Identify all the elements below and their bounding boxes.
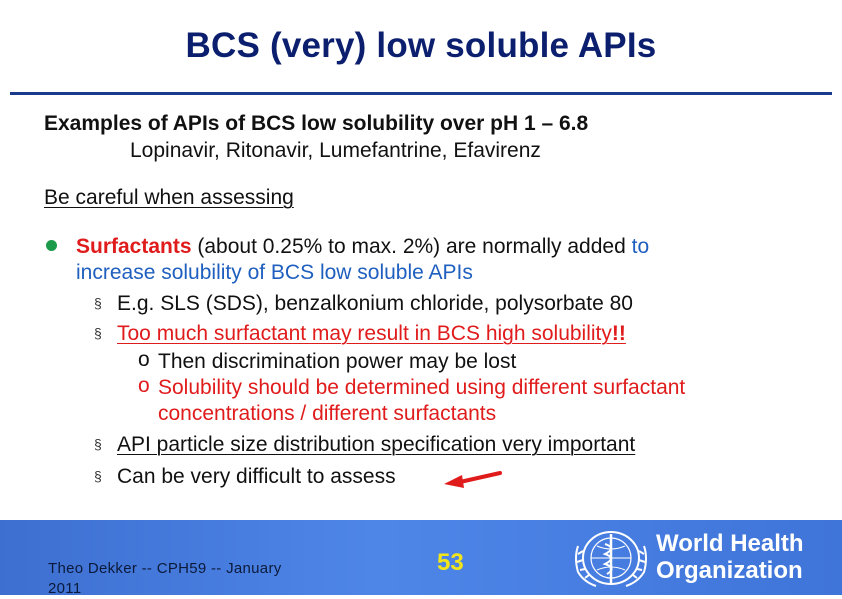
sub-bullet-2-emph: !! — [611, 322, 626, 345]
surfactants-to: to — [631, 235, 650, 258]
surfactants-line-2: increase solubility of BCS low soluble APIs — [76, 261, 473, 284]
subsub-bullet-2-line1: Solubility should be determined using different surfactant — [158, 376, 686, 399]
who-emblem-icon — [572, 524, 650, 592]
subsub-bullet-2-line2: concentrations / different surfactants — [158, 402, 497, 425]
circle-bullet-icon: o — [138, 348, 150, 371]
sub-bullet-1: E.g. SLS (SDS), benzalkonium chloride, polysorbate 80 — [117, 292, 633, 315]
who-wordmark — [656, 530, 804, 584]
square-bullet-icon: § — [94, 468, 102, 484]
page-number: 53 — [437, 549, 464, 576]
square-bullet-icon: § — [94, 295, 102, 311]
left-arrow-icon — [442, 470, 502, 490]
square-bullet-icon: § — [94, 325, 102, 341]
subsub-bullet-1: Then discrimination power may be lost — [158, 350, 517, 373]
examples-heading: Examples of APIs of BCS low solubility over pH 1 – 6.8 — [44, 112, 589, 135]
slide-title: BCS (very) low soluble APIs — [185, 26, 657, 65]
circle-bullet-icon: o — [138, 374, 150, 397]
who-wordmark-line1: World Health — [656, 530, 804, 557]
who-wordmark-line2: Organization — [656, 557, 803, 584]
surfactants-text: (about 0.25% to max. 2%) are normally added — [191, 235, 632, 258]
bullet-dot-icon — [46, 240, 57, 251]
examples-list: Lopinavir, Ritonavir, Lumefantrine, Efavirenz — [130, 139, 541, 162]
footer-author — [48, 559, 282, 599]
careful-heading: Be careful when assessing — [44, 186, 294, 209]
title-divider — [10, 92, 832, 95]
sub-bullet-2 — [117, 321, 626, 347]
sub-bullet-4: Can be very difficult to assess — [117, 465, 396, 488]
sub-bullet-3: API particle size distribution specification very important — [117, 433, 636, 456]
sub-bullet-2-text: Too much surfactant may result in BCS high solubility — [117, 322, 612, 345]
footer-author-line1: Theo Dekker -- CPH59 -- January — [48, 560, 282, 577]
square-bullet-icon: § — [94, 436, 102, 452]
surfactants-line — [76, 234, 649, 260]
surfactants-term: Surfactants — [76, 235, 192, 258]
footer-author-line2: 2011 — [48, 580, 82, 597]
